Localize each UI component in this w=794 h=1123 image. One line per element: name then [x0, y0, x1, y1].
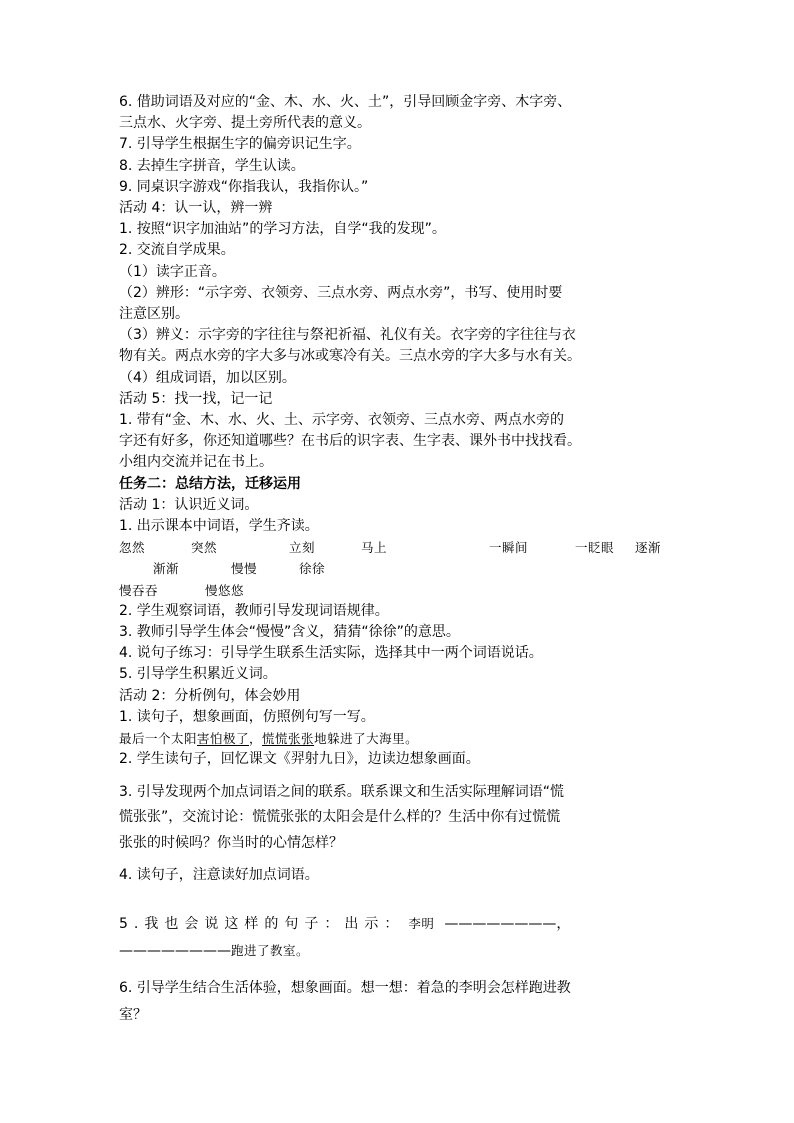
paragraph: 张张的时候吗？你当时的心情怎样？: [119, 834, 343, 851]
paragraph: 8. 去掉生字拼音，学生认读。: [119, 157, 305, 174]
paragraph: 6. 引导学生结合生活体验，想象画面。想一想：着急的李明会怎样跑进教: [119, 979, 571, 996]
word: 逐渐: [635, 540, 662, 556]
paragraph: （2）辨形：“示字旁、衣领旁、三点水旁、两点水旁”，书写、使用时要: [119, 284, 563, 301]
word-row: [119, 558, 685, 579]
underlined-phrase: 害怕极了: [197, 731, 250, 747]
example-sentence: 最后一个太阳害怕极了，慌慌张张地躲进了大海里。: [119, 731, 419, 747]
paragraph: 9. 同桌识字游戏“你指我认，我指你认。”: [119, 178, 369, 195]
paragraph: （4）组成词语，加以区别。: [119, 369, 296, 386]
paragraph: 1. 按照“识字加油站”的学习方法，自学“我的发现”。: [119, 221, 446, 238]
fill-in-sentence: 5.我也会说这样的句子：出示： 李明 ————————，: [119, 915, 571, 932]
paragraph: 1. 出示课本中词语，学生齐读。: [119, 518, 319, 535]
paragraph: 字还有好多，你还知道哪些？在书后的识字表、生字表、课外书中找找看。: [119, 433, 581, 450]
paragraph: 2. 学生观察词语，教师引导发现词语规律。: [119, 602, 389, 619]
document-page: [119, 92, 685, 1031]
paragraph: 室？: [119, 1006, 147, 1023]
paragraph: 1. 读句子，想象画面，仿照例句写一写。: [119, 708, 375, 725]
paragraph: 慌张张”，交流讨论：慌慌张张的太阳会是什么样的？生活中你有过慌慌: [119, 808, 561, 825]
paragraph: 3. 教师引导学生体会“慢慢”含义，猜猜“徐徐”的意思。: [119, 624, 460, 641]
task-heading: 任务二：总结方法，迁移运用: [119, 475, 301, 492]
word: 立刻: [289, 540, 316, 556]
word: 慢悠悠: [205, 582, 245, 598]
paragraph: 注意区别。: [119, 306, 189, 323]
word: 慢慢: [231, 561, 258, 577]
word: 慢吞吞: [119, 582, 159, 598]
paragraph: 小组内交流并记在书上。: [119, 454, 273, 471]
word: 忽然: [119, 540, 146, 556]
blank-line: ————————，: [444, 915, 571, 932]
word: 一瞬间: [489, 540, 529, 556]
word: 一眨眼: [575, 540, 615, 556]
blank-line: ————————: [119, 942, 231, 959]
word: 徐徐: [299, 561, 326, 577]
paragraph: 2. 交流自学成果。: [119, 242, 235, 259]
underlined-phrase: 慌慌张张: [262, 731, 315, 747]
word: 马上: [361, 540, 388, 556]
word-row: [119, 580, 685, 601]
paragraph: 4. 说句子练习：引导学生联系生活实际，选择其中一两个词语说话。: [119, 645, 543, 662]
paragraph: 3. 引导发现两个加点词语之间的联系。联系课文和生活实际理解词语“慌: [119, 783, 565, 800]
word-row: [119, 537, 685, 558]
activity-heading: 活动 1：认识近义词。: [119, 496, 259, 513]
word: 渐渐: [153, 561, 180, 577]
activity-heading: 活动 2：分析例句，体会妙用: [119, 687, 301, 704]
paragraph: （1）读字正音。: [119, 263, 226, 280]
paragraph: 5. 引导学生积累近义词。: [119, 666, 277, 683]
paragraph: 三点水、火字旁、提土旁所代表的意义。: [119, 115, 371, 132]
activity-heading: 活动 4：认一认，辨一辨: [119, 200, 273, 217]
paragraph: 1. 带有“金、木、水、火、土、示字旁、衣领旁、三点水旁、两点水旁的: [119, 412, 565, 429]
paragraph: 7. 引导学生根据生字的偏旁识记生字。: [119, 136, 361, 153]
paragraph: 物有关。两点水旁的字大多与冰或寒冷有关。三点水旁的字大多与水有关。: [119, 348, 581, 365]
word: 突然: [191, 540, 218, 556]
activity-heading: 活动 5：找一找，记一记: [119, 390, 273, 407]
paragraph: 6. 借助词语及对应的“金、木、水、火、土”，引导回顾金字旁、木字旁、: [119, 94, 572, 110]
paragraph: 4. 读句子，注意读好加点词语。: [119, 866, 319, 883]
fill-in-sentence: ————————跑进了教室。: [119, 942, 310, 959]
paragraph: 2. 学生读句子，回忆课文《羿射九日》，边读边想象画面。: [119, 751, 480, 768]
paragraph: （3）辨义：示字旁的字往往与祭祀祈福、礼仪有关。衣字旁的字往往与衣: [119, 327, 576, 344]
